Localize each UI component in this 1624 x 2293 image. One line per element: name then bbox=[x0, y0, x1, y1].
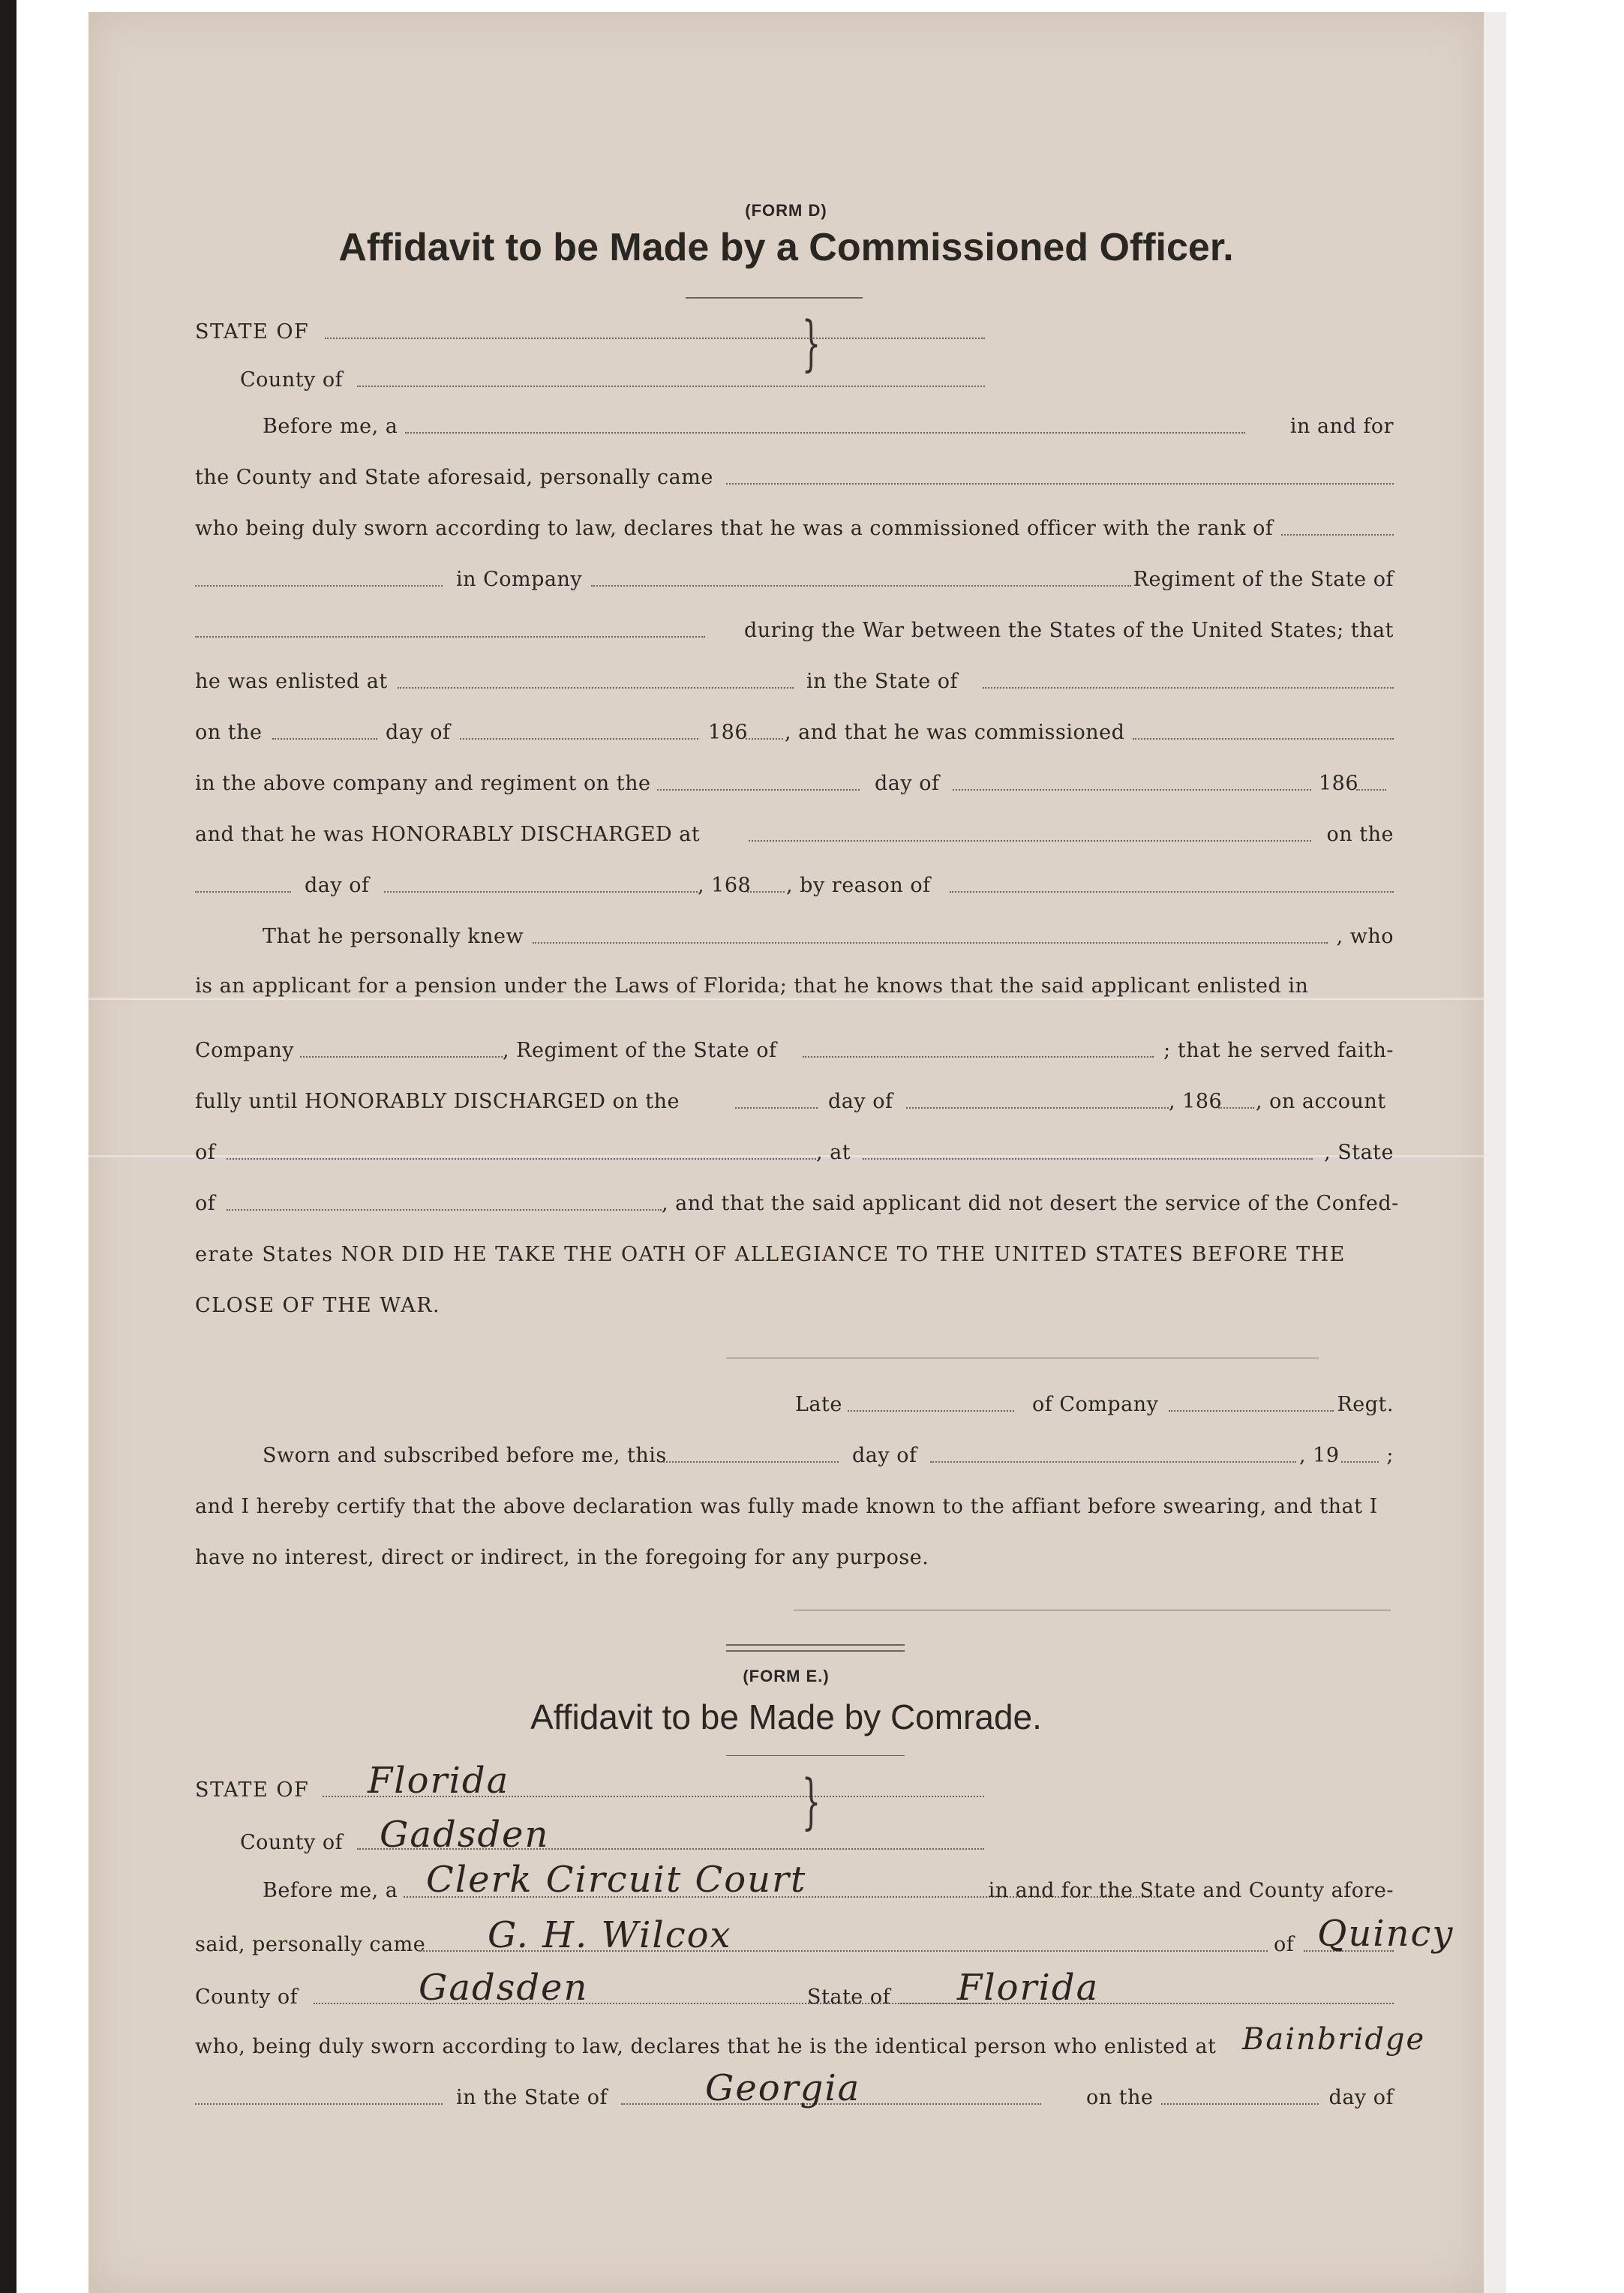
form-e-personally-came-line bbox=[194, 1913, 1454, 1959]
section-rule bbox=[726, 1644, 905, 1646]
form-d-rank-line bbox=[194, 510, 1394, 543]
sworn-year-field[interactable] bbox=[1341, 1461, 1379, 1463]
regiment-state-label: Regiment of the State of bbox=[1133, 568, 1394, 591]
enlisted-at-field[interactable] bbox=[398, 687, 794, 689]
applicant-statement-text: is an applicant for a pension under the Laws of Florida; that he knows that the said applicant enlisted in bbox=[195, 974, 1309, 998]
state-label: , State bbox=[1324, 1141, 1394, 1164]
commission-month-field[interactable] bbox=[953, 789, 1311, 791]
reason-field[interactable] bbox=[950, 891, 1394, 893]
document-edge-strip bbox=[1484, 12, 1506, 2293]
on-the-label: on the bbox=[1086, 2086, 1154, 2109]
title-rule bbox=[726, 1755, 905, 1756]
county-of-field[interactable] bbox=[357, 386, 985, 387]
form-d-label: (FORM D) bbox=[745, 201, 827, 220]
form-d-company-line bbox=[194, 561, 1394, 594]
day-of-label: day of bbox=[828, 1090, 893, 1113]
bracket: } bbox=[801, 308, 821, 378]
commissioned-field[interactable] bbox=[1133, 738, 1394, 740]
form-e-title: Affidavit to be Made by Comrade. bbox=[530, 1697, 1042, 1736]
commission-day-field[interactable] bbox=[657, 789, 860, 791]
form-d-commissioned-line bbox=[194, 714, 1394, 747]
form-d-late-line bbox=[194, 1386, 1394, 1419]
enlisted-place-field[interactable] bbox=[195, 2103, 443, 2105]
title-rule bbox=[686, 297, 863, 299]
form-e-label: (FORM E.) bbox=[743, 1667, 830, 1685]
form-d-before-me-line bbox=[194, 408, 1394, 441]
county-handwritten: Gadsden bbox=[380, 1814, 550, 1856]
at-place-field[interactable] bbox=[863, 1158, 1313, 1160]
applicant-regiment-state-field[interactable] bbox=[803, 1056, 1154, 1058]
form-d-applicant-line bbox=[194, 968, 1394, 1001]
day-of-label: day of bbox=[386, 721, 451, 744]
town-handwritten: Quincy bbox=[1317, 1913, 1454, 1955]
applicant-company-field[interactable] bbox=[300, 1056, 503, 1058]
company-label: Company bbox=[195, 1039, 295, 1062]
form-d-close-line bbox=[194, 1287, 1394, 1320]
in-and-for-label: in and for bbox=[1289, 415, 1394, 438]
state-of-label: STATE OF bbox=[195, 320, 310, 344]
in-the-state-of-label: in the State of bbox=[456, 2086, 608, 2109]
form-d-county-line bbox=[194, 362, 1394, 395]
company-field[interactable] bbox=[591, 585, 1131, 587]
before-me-label: Before me, a bbox=[263, 415, 398, 438]
above-company-label: in the above company and regiment on the bbox=[195, 772, 651, 795]
form-e-enlisted-line bbox=[194, 2022, 1426, 2061]
year-186-label: , 186 bbox=[1169, 1090, 1223, 1113]
form-d-knew-line bbox=[194, 918, 1394, 951]
county-handwritten-2: Gadsden bbox=[419, 1967, 589, 2009]
state-regiment-field[interactable] bbox=[195, 636, 705, 638]
form-e-state-line bbox=[194, 1760, 1394, 1805]
form-d-certify-line bbox=[194, 1488, 1394, 1521]
of-company-label: of Company bbox=[1032, 1393, 1159, 1416]
form-e-state-enlisted-line bbox=[194, 2067, 1394, 2112]
late-label: Late bbox=[795, 1393, 842, 1416]
served-faith-label: ; that he served faith- bbox=[1163, 1039, 1394, 1062]
discharge-month-field[interactable] bbox=[384, 891, 698, 893]
day-of-label: day of bbox=[852, 1444, 917, 1467]
in-and-for-label: in and for the State and County afore- bbox=[988, 1879, 1394, 1902]
bracket: } bbox=[801, 1766, 821, 1836]
form-d-title: Affidavit to be Made by a Commissioned Officer. bbox=[338, 226, 1234, 269]
form-d-oath-line bbox=[194, 1236, 1394, 1269]
on-account-of-field[interactable] bbox=[227, 1158, 816, 1160]
year-186-label: 186 bbox=[708, 721, 749, 744]
state-of-label: State of bbox=[807, 1985, 891, 2009]
form-d-enlisted-line bbox=[194, 663, 1394, 696]
form-e-county-state-line bbox=[194, 1967, 1394, 2012]
discharged-at-label: and that he was HONORABLY DISCHARGED at bbox=[195, 823, 701, 846]
at-label: , at bbox=[816, 1141, 851, 1164]
discharge-year-field[interactable] bbox=[747, 891, 785, 893]
late-company-field[interactable] bbox=[1169, 1410, 1334, 1412]
rank-continued-field[interactable] bbox=[195, 585, 443, 587]
county-of-label: County of bbox=[240, 1831, 344, 1854]
of-label: of bbox=[195, 1192, 216, 1215]
state-of-label: STATE OF bbox=[195, 1778, 310, 1802]
scan-left-border bbox=[0, 0, 17, 2293]
did-not-desert-text: , and that the said applicant did not desert the service of the Confed- bbox=[662, 1192, 1399, 1215]
applicant-discharge-year-field[interactable] bbox=[1218, 1107, 1254, 1109]
regt-label: Regt. bbox=[1337, 1393, 1394, 1416]
year-168-label: , 168 bbox=[698, 874, 752, 897]
enlist-month-field[interactable] bbox=[460, 738, 698, 740]
year-186-label: 186 bbox=[1319, 772, 1359, 795]
in-the-state-of-label: in the State of bbox=[806, 670, 959, 693]
commissioned-label: , and that he was commissioned bbox=[785, 721, 1125, 744]
before-me-field[interactable] bbox=[405, 432, 1245, 434]
form-d-of-at-line bbox=[194, 1134, 1394, 1167]
day-of-label: day of bbox=[1328, 2086, 1394, 2109]
rank-field[interactable] bbox=[1281, 534, 1394, 536]
county-of-label: County of bbox=[240, 368, 344, 392]
confederate-oath-text: erate States NOR DID HE TAKE THE OATH OF ALLEGIANCE TO THE UNITED STATES BEFORE THE bbox=[195, 1243, 1346, 1266]
personally-came-label: the County and State aforesaid, personally came bbox=[195, 466, 713, 489]
form-d-discharged-line bbox=[194, 816, 1394, 849]
form-d-fully-until-line bbox=[194, 1083, 1394, 1116]
enlisted-state-field[interactable] bbox=[983, 687, 1394, 689]
who-being-sworn-text: who, being duly sworn according to law, declares that he is the identical person who enlisted at bbox=[195, 2035, 1217, 2058]
officer-title-handwritten: Clerk Circuit Court bbox=[426, 1859, 807, 1901]
enlist-year-field[interactable] bbox=[746, 738, 783, 740]
during-war-text: during the War between the States of the United States; that bbox=[743, 619, 1394, 642]
of-label: of bbox=[195, 1141, 216, 1164]
form-e-before-me-line bbox=[194, 1859, 1394, 1905]
in-company-label: in Company bbox=[456, 568, 583, 591]
personally-knew-label: That he personally knew bbox=[263, 925, 524, 948]
state-handwritten-2: Florida bbox=[957, 1967, 1100, 2009]
on-the-label: on the bbox=[195, 721, 263, 744]
form-d-reason-line bbox=[194, 867, 1394, 900]
enlisted-state-handwritten: Georgia bbox=[705, 2067, 861, 2109]
on-account-label: , on account bbox=[1256, 1090, 1386, 1113]
on-the-label: on the bbox=[1326, 823, 1394, 846]
sworn-month-field[interactable] bbox=[930, 1461, 1296, 1463]
form-d-desert-line bbox=[194, 1185, 1399, 1218]
state-name-field[interactable] bbox=[227, 1209, 662, 1211]
year-19-label: , 19 bbox=[1299, 1444, 1340, 1467]
semicolon: ; bbox=[1386, 1444, 1394, 1467]
form-d-state-line bbox=[194, 314, 1394, 347]
by-reason-of-label: , by reason of bbox=[786, 874, 931, 897]
close-of-war-text: CLOSE OF THE WAR. bbox=[195, 1294, 441, 1317]
section-rule bbox=[726, 1650, 905, 1652]
fully-until-label: fully until HONORABLY DISCHARGED on the bbox=[195, 1090, 680, 1113]
form-d-above-company-line bbox=[194, 765, 1394, 798]
enlisted-day-field[interactable] bbox=[1161, 2103, 1319, 2105]
of-label: of bbox=[1274, 1933, 1295, 1956]
personally-came-field[interactable] bbox=[726, 483, 1394, 485]
enlisted-at-handwritten: Bainbridge bbox=[1242, 2022, 1426, 2057]
day-of-label: day of bbox=[875, 772, 940, 795]
comrade-name-handwritten: G. H. Wilcox bbox=[488, 1914, 732, 1956]
regiment-state-label: , Regiment of the State of bbox=[503, 1039, 777, 1062]
enlisted-at-label: he was enlisted at bbox=[195, 670, 388, 693]
applicant-name-field[interactable] bbox=[533, 942, 1328, 944]
who-being-sworn-text: who being duly sworn according to law, declares that he was a commissioned officer with the rank of bbox=[195, 517, 1274, 540]
no-interest-text: have no interest, direct or indirect, in the foregoing for any purpose. bbox=[195, 1546, 929, 1569]
commission-year-field[interactable] bbox=[1356, 789, 1386, 791]
certify-text: and I hereby certify that the above declaration was fully made known to the affiant before swearing, and that I bbox=[195, 1495, 1378, 1518]
applicant-discharge-month-field[interactable] bbox=[906, 1107, 1169, 1109]
form-d-applicant-company-line bbox=[194, 1032, 1394, 1065]
discharge-day-field[interactable] bbox=[195, 891, 291, 893]
state-of-field[interactable] bbox=[325, 338, 985, 339]
form-e-county-line bbox=[194, 1814, 1394, 1857]
who-label: , who bbox=[1336, 925, 1394, 948]
form-d-sworn-line bbox=[194, 1437, 1394, 1470]
before-me-label: Before me, a bbox=[263, 1879, 398, 1902]
sworn-day-field[interactable] bbox=[660, 1461, 839, 1463]
discharged-at-field[interactable] bbox=[749, 840, 1311, 842]
state-handwritten: Florida bbox=[368, 1760, 510, 1802]
sworn-subscribed-label: Sworn and subscribed before me, this bbox=[263, 1444, 667, 1467]
late-rank-field[interactable] bbox=[848, 1410, 1014, 1412]
form-d-personally-came-line bbox=[194, 459, 1394, 492]
enlist-day-field[interactable] bbox=[272, 738, 377, 740]
form-d-interest-line bbox=[194, 1539, 1394, 1572]
form-d-war-line bbox=[194, 612, 1394, 645]
personally-came-label: said, personally came bbox=[195, 1933, 426, 1956]
applicant-discharge-day-field[interactable] bbox=[735, 1107, 818, 1109]
day-of-label: day of bbox=[305, 874, 370, 897]
county-of-label: County of bbox=[195, 1985, 299, 2009]
